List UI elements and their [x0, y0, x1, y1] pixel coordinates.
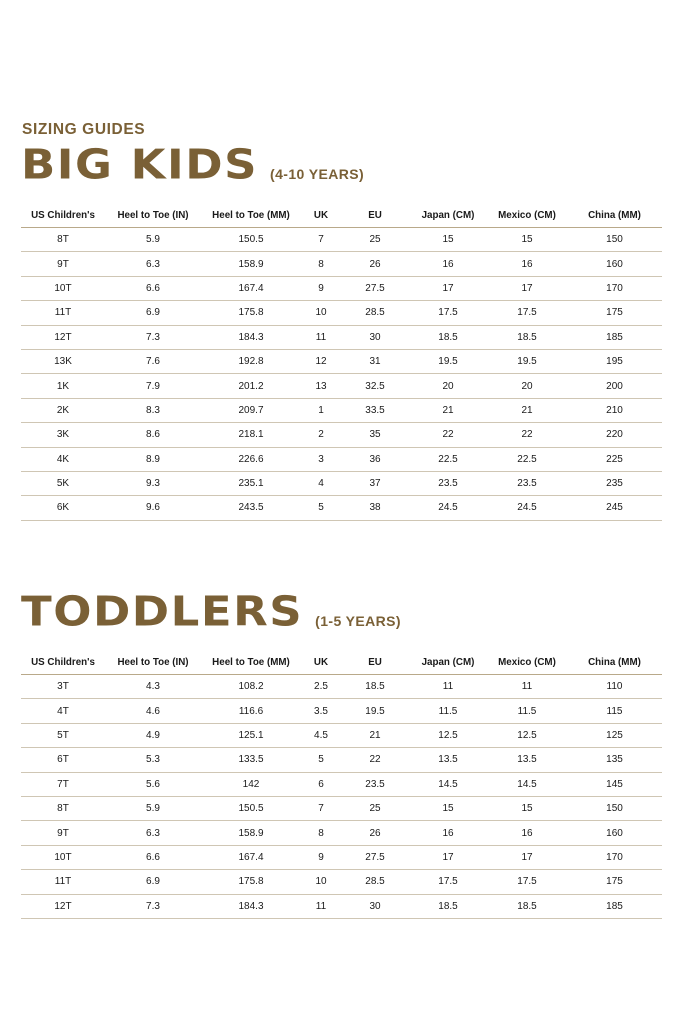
table-cell: 7.6 — [105, 349, 201, 373]
table-cell: 1K — [21, 374, 105, 398]
table-cell: 7.3 — [105, 894, 201, 918]
table-cell: 11.5 — [487, 699, 567, 723]
table-cell: 9.6 — [105, 496, 201, 520]
table-cell: 8.6 — [105, 423, 201, 447]
table-row — [21, 821, 662, 845]
table-cell: 30 — [341, 325, 409, 349]
table-row — [21, 870, 662, 894]
table-row — [21, 301, 662, 325]
table-header-row — [21, 650, 662, 675]
table-cell: 4 — [301, 471, 341, 495]
table-cell: 142 — [201, 772, 301, 796]
table-header-row — [21, 203, 662, 228]
column-header: UK — [301, 650, 341, 675]
table-row — [21, 675, 662, 699]
table-cell: 19.5 — [487, 349, 567, 373]
table-cell: 11T — [21, 301, 105, 325]
table-cell: 18.5 — [409, 325, 487, 349]
table-cell: 108.2 — [201, 675, 301, 699]
table-cell: 15 — [409, 228, 487, 252]
table-cell: 9.3 — [105, 471, 201, 495]
table-cell: 12T — [21, 325, 105, 349]
table-cell: 17 — [487, 845, 567, 869]
table-cell: 11 — [301, 325, 341, 349]
table-cell: 1 — [301, 398, 341, 422]
table-cell: 7 — [301, 228, 341, 252]
table-cell: 9 — [301, 845, 341, 869]
table-cell: 22 — [487, 423, 567, 447]
table-cell: 2K — [21, 398, 105, 422]
table-cell: 13.5 — [487, 748, 567, 772]
table-cell: 18.5 — [409, 894, 487, 918]
table-row — [21, 772, 662, 796]
table-cell: 9 — [301, 276, 341, 300]
table-cell: 17.5 — [409, 870, 487, 894]
table-cell: 14.5 — [409, 772, 487, 796]
table-cell: 6.9 — [105, 301, 201, 325]
table-cell: 13.5 — [409, 748, 487, 772]
column-header: China (MM) — [567, 650, 662, 675]
table-cell: 6.6 — [105, 845, 201, 869]
table-cell: 235.1 — [201, 471, 301, 495]
column-header: UK — [301, 203, 341, 228]
table-cell: 23.5 — [487, 471, 567, 495]
table-cell: 4.9 — [105, 723, 201, 747]
table-cell: 12.5 — [409, 723, 487, 747]
table-cell: 167.4 — [201, 845, 301, 869]
table-cell: 8.3 — [105, 398, 201, 422]
column-header: EU — [341, 650, 409, 675]
table-cell: 4.5 — [301, 723, 341, 747]
table-cell: 37 — [341, 471, 409, 495]
big-kids-heading — [21, 139, 365, 189]
table-cell: 3.5 — [301, 699, 341, 723]
table-cell: 116.6 — [201, 699, 301, 723]
column-header: Japan (CM) — [409, 203, 487, 228]
table-cell: 170 — [567, 276, 662, 300]
table-cell: 150 — [567, 228, 662, 252]
table-cell: 31 — [341, 349, 409, 373]
toddlers-size-table — [21, 650, 662, 919]
table-cell: 158.9 — [201, 821, 301, 845]
table-cell: 8 — [301, 821, 341, 845]
table-row — [21, 845, 662, 869]
table-cell: 175.8 — [201, 870, 301, 894]
table-row — [21, 325, 662, 349]
table-cell: 4T — [21, 699, 105, 723]
table-cell: 3 — [301, 447, 341, 471]
table-cell: 15 — [409, 796, 487, 820]
table-cell: 15 — [487, 228, 567, 252]
table-cell: 226.6 — [201, 447, 301, 471]
table-cell: 135 — [567, 748, 662, 772]
table-cell: 243.5 — [201, 496, 301, 520]
table-cell: 28.5 — [341, 301, 409, 325]
table-cell: 38 — [341, 496, 409, 520]
table-cell: 23.5 — [341, 772, 409, 796]
table-cell: 26 — [341, 821, 409, 845]
section-kicker: SIZING GUIDES — [22, 121, 146, 138]
table-cell: 11T — [21, 870, 105, 894]
table-row — [21, 349, 662, 373]
table-cell: 5 — [301, 748, 341, 772]
table-cell: 3T — [21, 675, 105, 699]
table-cell: 6.3 — [105, 252, 201, 276]
table-cell: 17 — [487, 276, 567, 300]
table-cell: 22.5 — [487, 447, 567, 471]
table-cell: 160 — [567, 821, 662, 845]
table-cell: 175 — [567, 301, 662, 325]
table-cell: 200 — [567, 374, 662, 398]
table-cell: 14.5 — [487, 772, 567, 796]
table-cell: 115 — [567, 699, 662, 723]
table-cell: 12.5 — [487, 723, 567, 747]
table-cell: 185 — [567, 325, 662, 349]
table-row — [21, 374, 662, 398]
table-cell: 16 — [487, 252, 567, 276]
toddlers-subtitle: (1-5 YEARS) — [315, 613, 401, 629]
table-cell: 17 — [409, 276, 487, 300]
table-cell: 17.5 — [487, 301, 567, 325]
table-cell: 27.5 — [341, 276, 409, 300]
table-cell: 36 — [341, 447, 409, 471]
table-cell: 5.3 — [105, 748, 201, 772]
big-kids-size-table — [21, 203, 662, 521]
table-cell: 110 — [567, 675, 662, 699]
table-cell: 8.9 — [105, 447, 201, 471]
table-cell: 22.5 — [409, 447, 487, 471]
table-row — [21, 796, 662, 820]
table-cell: 5 — [301, 496, 341, 520]
table-cell: 167.4 — [201, 276, 301, 300]
table-cell: 195 — [567, 349, 662, 373]
table-cell: 2 — [301, 423, 341, 447]
table-cell: 6.6 — [105, 276, 201, 300]
table-cell: 125.1 — [201, 723, 301, 747]
table-cell: 158.9 — [201, 252, 301, 276]
big-kids-subtitle: (4-10 YEARS) — [270, 166, 365, 182]
table-row — [21, 496, 662, 520]
table-cell: 12 — [301, 349, 341, 373]
table-cell: 13K — [21, 349, 105, 373]
column-header: Mexico (CM) — [487, 650, 567, 675]
table-cell: 185 — [567, 894, 662, 918]
table-cell: 3K — [21, 423, 105, 447]
table-row — [21, 699, 662, 723]
table-cell: 18.5 — [487, 325, 567, 349]
table-cell: 12T — [21, 894, 105, 918]
table-cell: 192.8 — [201, 349, 301, 373]
column-header: US Children's — [21, 203, 105, 228]
table-cell: 8T — [21, 796, 105, 820]
toddlers-title: TODDLERS — [21, 586, 304, 636]
table-cell: 7 — [301, 796, 341, 820]
table-cell: 5.9 — [105, 228, 201, 252]
table-row — [21, 276, 662, 300]
table-cell: 175 — [567, 870, 662, 894]
table-cell: 16 — [487, 821, 567, 845]
table-cell: 7.9 — [105, 374, 201, 398]
table-cell: 24.5 — [487, 496, 567, 520]
table-cell: 225 — [567, 447, 662, 471]
table-cell: 21 — [341, 723, 409, 747]
column-header: China (MM) — [567, 203, 662, 228]
table-cell: 24.5 — [409, 496, 487, 520]
table-cell: 150.5 — [201, 796, 301, 820]
table-row — [21, 723, 662, 747]
table-cell: 8T — [21, 228, 105, 252]
table-cell: 25 — [341, 796, 409, 820]
table-cell: 184.3 — [201, 894, 301, 918]
table-cell: 6.9 — [105, 870, 201, 894]
table-cell: 125 — [567, 723, 662, 747]
table-cell: 4.3 — [105, 675, 201, 699]
table-row — [21, 252, 662, 276]
table-cell: 21 — [409, 398, 487, 422]
table-row — [21, 447, 662, 471]
table-cell: 16 — [409, 821, 487, 845]
column-header: Heel to Toe (IN) — [105, 203, 201, 228]
table-cell: 17 — [409, 845, 487, 869]
table-cell: 133.5 — [201, 748, 301, 772]
table-cell: 16 — [409, 252, 487, 276]
table-cell: 7.3 — [105, 325, 201, 349]
table-cell: 22 — [409, 423, 487, 447]
big-kids-title: BIG KIDS — [21, 139, 259, 189]
table-cell: 17.5 — [487, 870, 567, 894]
table-cell: 170 — [567, 845, 662, 869]
table-cell: 4.6 — [105, 699, 201, 723]
column-header: Heel to Toe (IN) — [105, 650, 201, 675]
table-cell: 32.5 — [341, 374, 409, 398]
table-cell: 8 — [301, 252, 341, 276]
table-cell: 23.5 — [409, 471, 487, 495]
table-cell: 13 — [301, 374, 341, 398]
table-cell: 218.1 — [201, 423, 301, 447]
table-cell: 30 — [341, 894, 409, 918]
table-cell: 210 — [567, 398, 662, 422]
table-cell: 175.8 — [201, 301, 301, 325]
table-cell: 26 — [341, 252, 409, 276]
table-cell: 4K — [21, 447, 105, 471]
table-row — [21, 894, 662, 918]
table-row — [21, 471, 662, 495]
table-cell: 160 — [567, 252, 662, 276]
table-row — [21, 228, 662, 252]
table-cell: 220 — [567, 423, 662, 447]
table-cell: 19.5 — [341, 699, 409, 723]
table-cell: 2.5 — [301, 675, 341, 699]
table-cell: 35 — [341, 423, 409, 447]
table-cell: 21 — [487, 398, 567, 422]
table-cell: 25 — [341, 228, 409, 252]
table-cell: 10 — [301, 301, 341, 325]
table-cell: 33.5 — [341, 398, 409, 422]
table-cell: 5.9 — [105, 796, 201, 820]
table-cell: 5.6 — [105, 772, 201, 796]
table-cell: 5T — [21, 723, 105, 747]
table-row — [21, 748, 662, 772]
table-cell: 27.5 — [341, 845, 409, 869]
table-cell: 150 — [567, 796, 662, 820]
table-cell: 11 — [301, 894, 341, 918]
table-row — [21, 398, 662, 422]
table-cell: 10 — [301, 870, 341, 894]
column-header: Mexico (CM) — [487, 203, 567, 228]
table-cell: 28.5 — [341, 870, 409, 894]
table-cell: 6K — [21, 496, 105, 520]
table-cell: 15 — [487, 796, 567, 820]
table-cell: 184.3 — [201, 325, 301, 349]
table-cell: 20 — [409, 374, 487, 398]
table-cell: 22 — [341, 748, 409, 772]
table-cell: 145 — [567, 772, 662, 796]
table-cell: 245 — [567, 496, 662, 520]
toddlers-heading — [21, 586, 401, 636]
table-cell: 6 — [301, 772, 341, 796]
table-row — [21, 423, 662, 447]
column-header: Heel to Toe (MM) — [201, 650, 301, 675]
table-cell: 11 — [409, 675, 487, 699]
table-cell: 201.2 — [201, 374, 301, 398]
table-cell: 11.5 — [409, 699, 487, 723]
table-cell: 10T — [21, 845, 105, 869]
column-header: US Children's — [21, 650, 105, 675]
table-cell: 150.5 — [201, 228, 301, 252]
table-cell: 7T — [21, 772, 105, 796]
table-cell: 6.3 — [105, 821, 201, 845]
column-header: EU — [341, 203, 409, 228]
table-cell: 10T — [21, 276, 105, 300]
table-cell: 5K — [21, 471, 105, 495]
table-cell: 20 — [487, 374, 567, 398]
column-header: Heel to Toe (MM) — [201, 203, 301, 228]
table-cell: 18.5 — [341, 675, 409, 699]
column-header: Japan (CM) — [409, 650, 487, 675]
table-cell: 19.5 — [409, 349, 487, 373]
table-cell: 17.5 — [409, 301, 487, 325]
table-cell: 6T — [21, 748, 105, 772]
table-cell: 18.5 — [487, 894, 567, 918]
table-cell: 11 — [487, 675, 567, 699]
table-cell: 9T — [21, 821, 105, 845]
table-cell: 9T — [21, 252, 105, 276]
table-cell: 235 — [567, 471, 662, 495]
table-cell: 209.7 — [201, 398, 301, 422]
